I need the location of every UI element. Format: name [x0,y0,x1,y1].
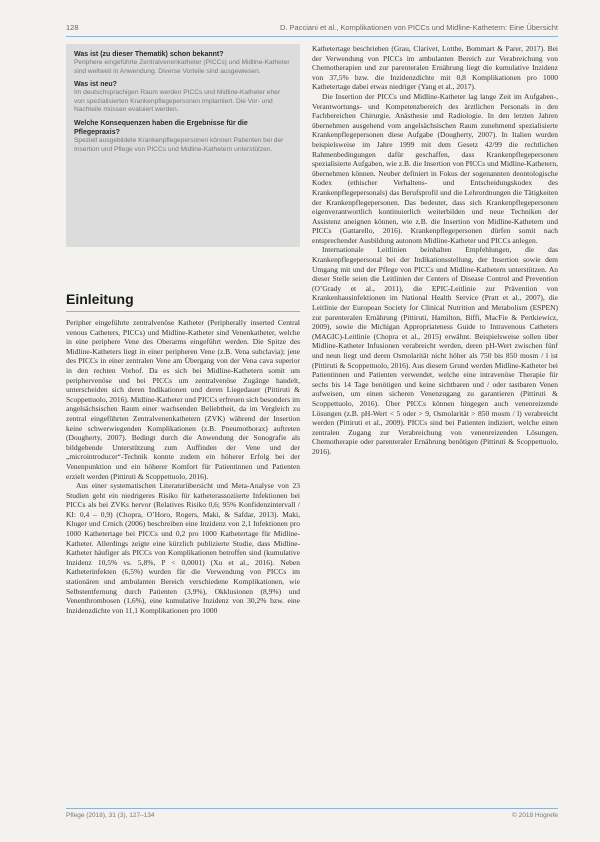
key-points-box [66,44,300,247]
paragraph: Internationale Leitlinien beinhalten Empfehlungen, die das Krankenpflegepersonal bei der Indikationsstellung, der Insertion sowie dem Umgang mit und der Pflege von PICCs und Midline-Kathetern unterstützen. An dieser Stelle seien die Leitlinien der Centers of Disease Control and Prevention (O’Grady et al., 2011), die EPIC-Leitlinie zur Prävention von Krankenhausinfektionen im National Health Service (Pratt et al., 2007), die Leitlinie der European Society for Clinical Nutrition and Metabolism (ESPEN) zur parenteralen Ernährung (Pittiruti, Hamilton, Biffi, MacFie & Pertkiewicz, 2009), sowie die Michigan Appropriateness Guide to Intravenous Catheters (MAGIC)-Leitlinie (Chopra et al., 2015) erwähnt. Beispielsweise sollen über Midline-Katheter Infusionen verabreicht werden, deren pH-Wert zwischen fünf und neun liegt und deren Osmolarität nicht höher als 750 bis 850 mosm / l ist (Pittiruti & Scoppettuolo, 2016). Aus diesem Grund werden Midline-Katheter bei Patientinnen und Patienten verwendet, welche eine intravenöse Therapie für sechs bis 14 Tage benötigen und keine sichtbaren und / oder tastbaren Venen aufweisen, um einen sicheren Venenzugang zu garantieren (Pittiruti & Scoppettuolo, 2016). Über PICCs können hingegen auch venenreizende Lösungen (z.B. pH-Wert < 5 oder > 9, Osmolarität > 850 mosm / l) verabreicht werden (Pittiruti et al., 2009). PICCs sind bei Patienten indiziert, welche einen zentralen Zugang zur Verabreichung von venenreizenden Lösungen, Chemotherapie oder parenteraler Ernährung benötigen (Pittiruti & Scoppettuolo, 2016). [312,245,558,456]
paragraph: Aus einer systematischen Literaturübersicht und Meta-Analyse von 23 Studien geht ein niedrigeres Risiko für katheterassoziierte Infektionen bei PICCs als bei ZVKs hervor (Relatives Risiko 0,6; 95% Konfidenzintervall / KI: 0,4 – 0,9) (Chopra, O’Horo, Rogers, Maki, & Safdar, 2013). Maki, Kluger und Crnich (2006) beschreiben eine Inzidenz von 2,1 Infektionen pro 1000 Kathetertage bei PICCs und 0,2 pro 1000 Kathetertage für Midline-Katheter. Allerdings zeigte eine kürzlich publizierte Studie, dass Midline-Katheter häufiger als PICCs von Komplikationen betroffen sind (kumulative Inzidenz 10,5% vs. 5,8%, P < 0,0001) (Xu et al., 2016). Neben Katheterinfekten (6,5%) wurden für die Verwendung von PICCs im stationären und ambulanten Bereich verschiedene Komplikationen, wie Selbstentfernung durch Patienten (3,9%), Okklusionen (8,9%) und Venenthrombosen (1,6%), eine kumulative Inzidenz von 30,2% bzw. eine Inzidenzdichte von 11,1 Komplikationen pro 1000 [66,481,300,615]
paragraph: Kathetertage beschrieben (Grau, Clarivet, Lotthe, Bommart & Parer, 2017). Bei der Verwendung von PICCs im ambulanten Bereich zur Verabreichung von Chemotherapien und zur parenteralen Ernährung liegt die kumulative Inzidenz von 37,5% bzw. die Inzidenzdichte mit 0,8 Komplikationen pro 1000 Kathetertage dabei etwas niedriger (Yang et al., 2017). [312,44,558,92]
box-answer-new: Im deutschsprachigen Raum werden PICCs und Midline-Katheter eher von spezialisierten Krankenpflegepersonen implantiert. Die Vor- und Nachteile müssen evaluiert werden. [74,89,280,114]
copyright: © 2018 Hogrefe [512,812,558,819]
page-number: 128 [66,23,79,32]
left-column [66,44,300,615]
box-question-consequences: Welche Konsequenzen haben die Ergebnisse für die Pflegepraxis? [74,119,248,136]
right-column [312,44,558,457]
box-question-known: Was ist (zu dieser Thematik) schon bekannt? [74,51,224,58]
journal-citation: Pflege (2018), 31 (3), 127–134 [66,812,155,819]
paragraph: Peripher eingeführte zentralvenöse Katheter (Peripherally inserted Central venous Catheters, PICCs) und Midline-Katheter sind Venenkatheter, welche in eine periphere Vene des Oberarms eingeführt werden. Die Spitze des Midline-Katheters liegt in einer peripheren Vene (z.B. Vena subclavia); jene des PICCs in einer zentralen Vene am Übergang von der Vena cava superior in den rechten Vorhof. Da es sich bei Midline-Kathetern somit um periphervenöse und bei PICCs um zentralvenöse Zugänge handelt, unterscheiden sich deren Indikationen und deren Liegedauer (Pittiruti & Scoppettuolo, 2016). Midline-Katheter und PICCs erfreuen sich besonders im angelsächsischen Raum einer wachsenden Beliebtheit, da im Vergleich zu zentral eingeführten Zentralvenenkathetern (ZVK) während der Insertion keine schwerwiegenden Komplikationen (z.B. Pneumothorax) auftreten (Dougherty, 2007). Bedingt durch die Anwendung der Sonografie als bildgebende Unterstützung zum Auffinden der Vene und der „microintroducer“-Technik konnte zudem ein höherer Erfolg bei der Venenpunktion und ein höherer Komfort für Patientinnen und Patienten erzielt werden (Pittiruti & Scoppettuolo, 2016). [66,318,300,481]
section-title: Einleitung [66,247,300,312]
box-answer-consequences: Speziell ausgebildete Krankenpflegepersonen können Patienten bei der Insertion und Pflege von PICCs und Midline-Kathetern unterstützen. [74,136,284,153]
paragraph: Die Insertion der PICCs und Midline-Katheter lag lange Zeit im Aufgaben-, Verantwortungs- und Kompetenzbereich des ärztlichen Personals in den Fachbereichen Chirurgie, Anästhesie und Radiologie. In den letzten Jahren übernehmen ausgehend vom angelsächsischen Raum zunehmend spezialisierte Krankenpflegepersonen diese Aufgabe (Dougherty, 2007). In Italien wurden beispielsweise im Jahre 1999 mit dem Gesetz 42/99 die rechtlichen Rahmenbedingungen dafür geschaffen, dass Krankenpflegepersonen spezialisierte Aufgaben, wie z.B. die Insertion von PICCs und Midline-Kathetern, übernehmen können. Neuber definiert in Fokus der sogenannten deontologische Kodex (ethischer Verhaltens- und Entscheidungskodex des Krankenpflegepersonals) das Berufsprofil und die Lehrordnungen die Tätigkeiten der Krankenpflegepersonen. Das bedeutet, dass sich Krankenpflegepersonen eigenverantwortlich kontinuierlich weiterbilden und neue Techniken der Assistenz aneignen können, wie z.B. die Insertion von Midline-Kathetern und PICCs (Gattarello, 2016). Krankenpflegepersonen dürfen somit nach entsprechender Ausbildung autonom Midline-Katheter und PICCs anlegen. [312,91,558,245]
running-title: D. Pacciani et al., Komplikationen von PICCs und Midline-Kathetern: Eine Übersicht [279,23,558,32]
running-header [66,22,558,37]
page-footer [66,808,558,824]
box-question-new: Was ist neu? [74,81,117,89]
box-answer-known: Periphere eingeführte Zentralvenenkatheter (PICCs) und Midline-Katheter sind weltweit in Anwendung. Diverse Vorteile sind ausgewiesen. [74,59,290,75]
